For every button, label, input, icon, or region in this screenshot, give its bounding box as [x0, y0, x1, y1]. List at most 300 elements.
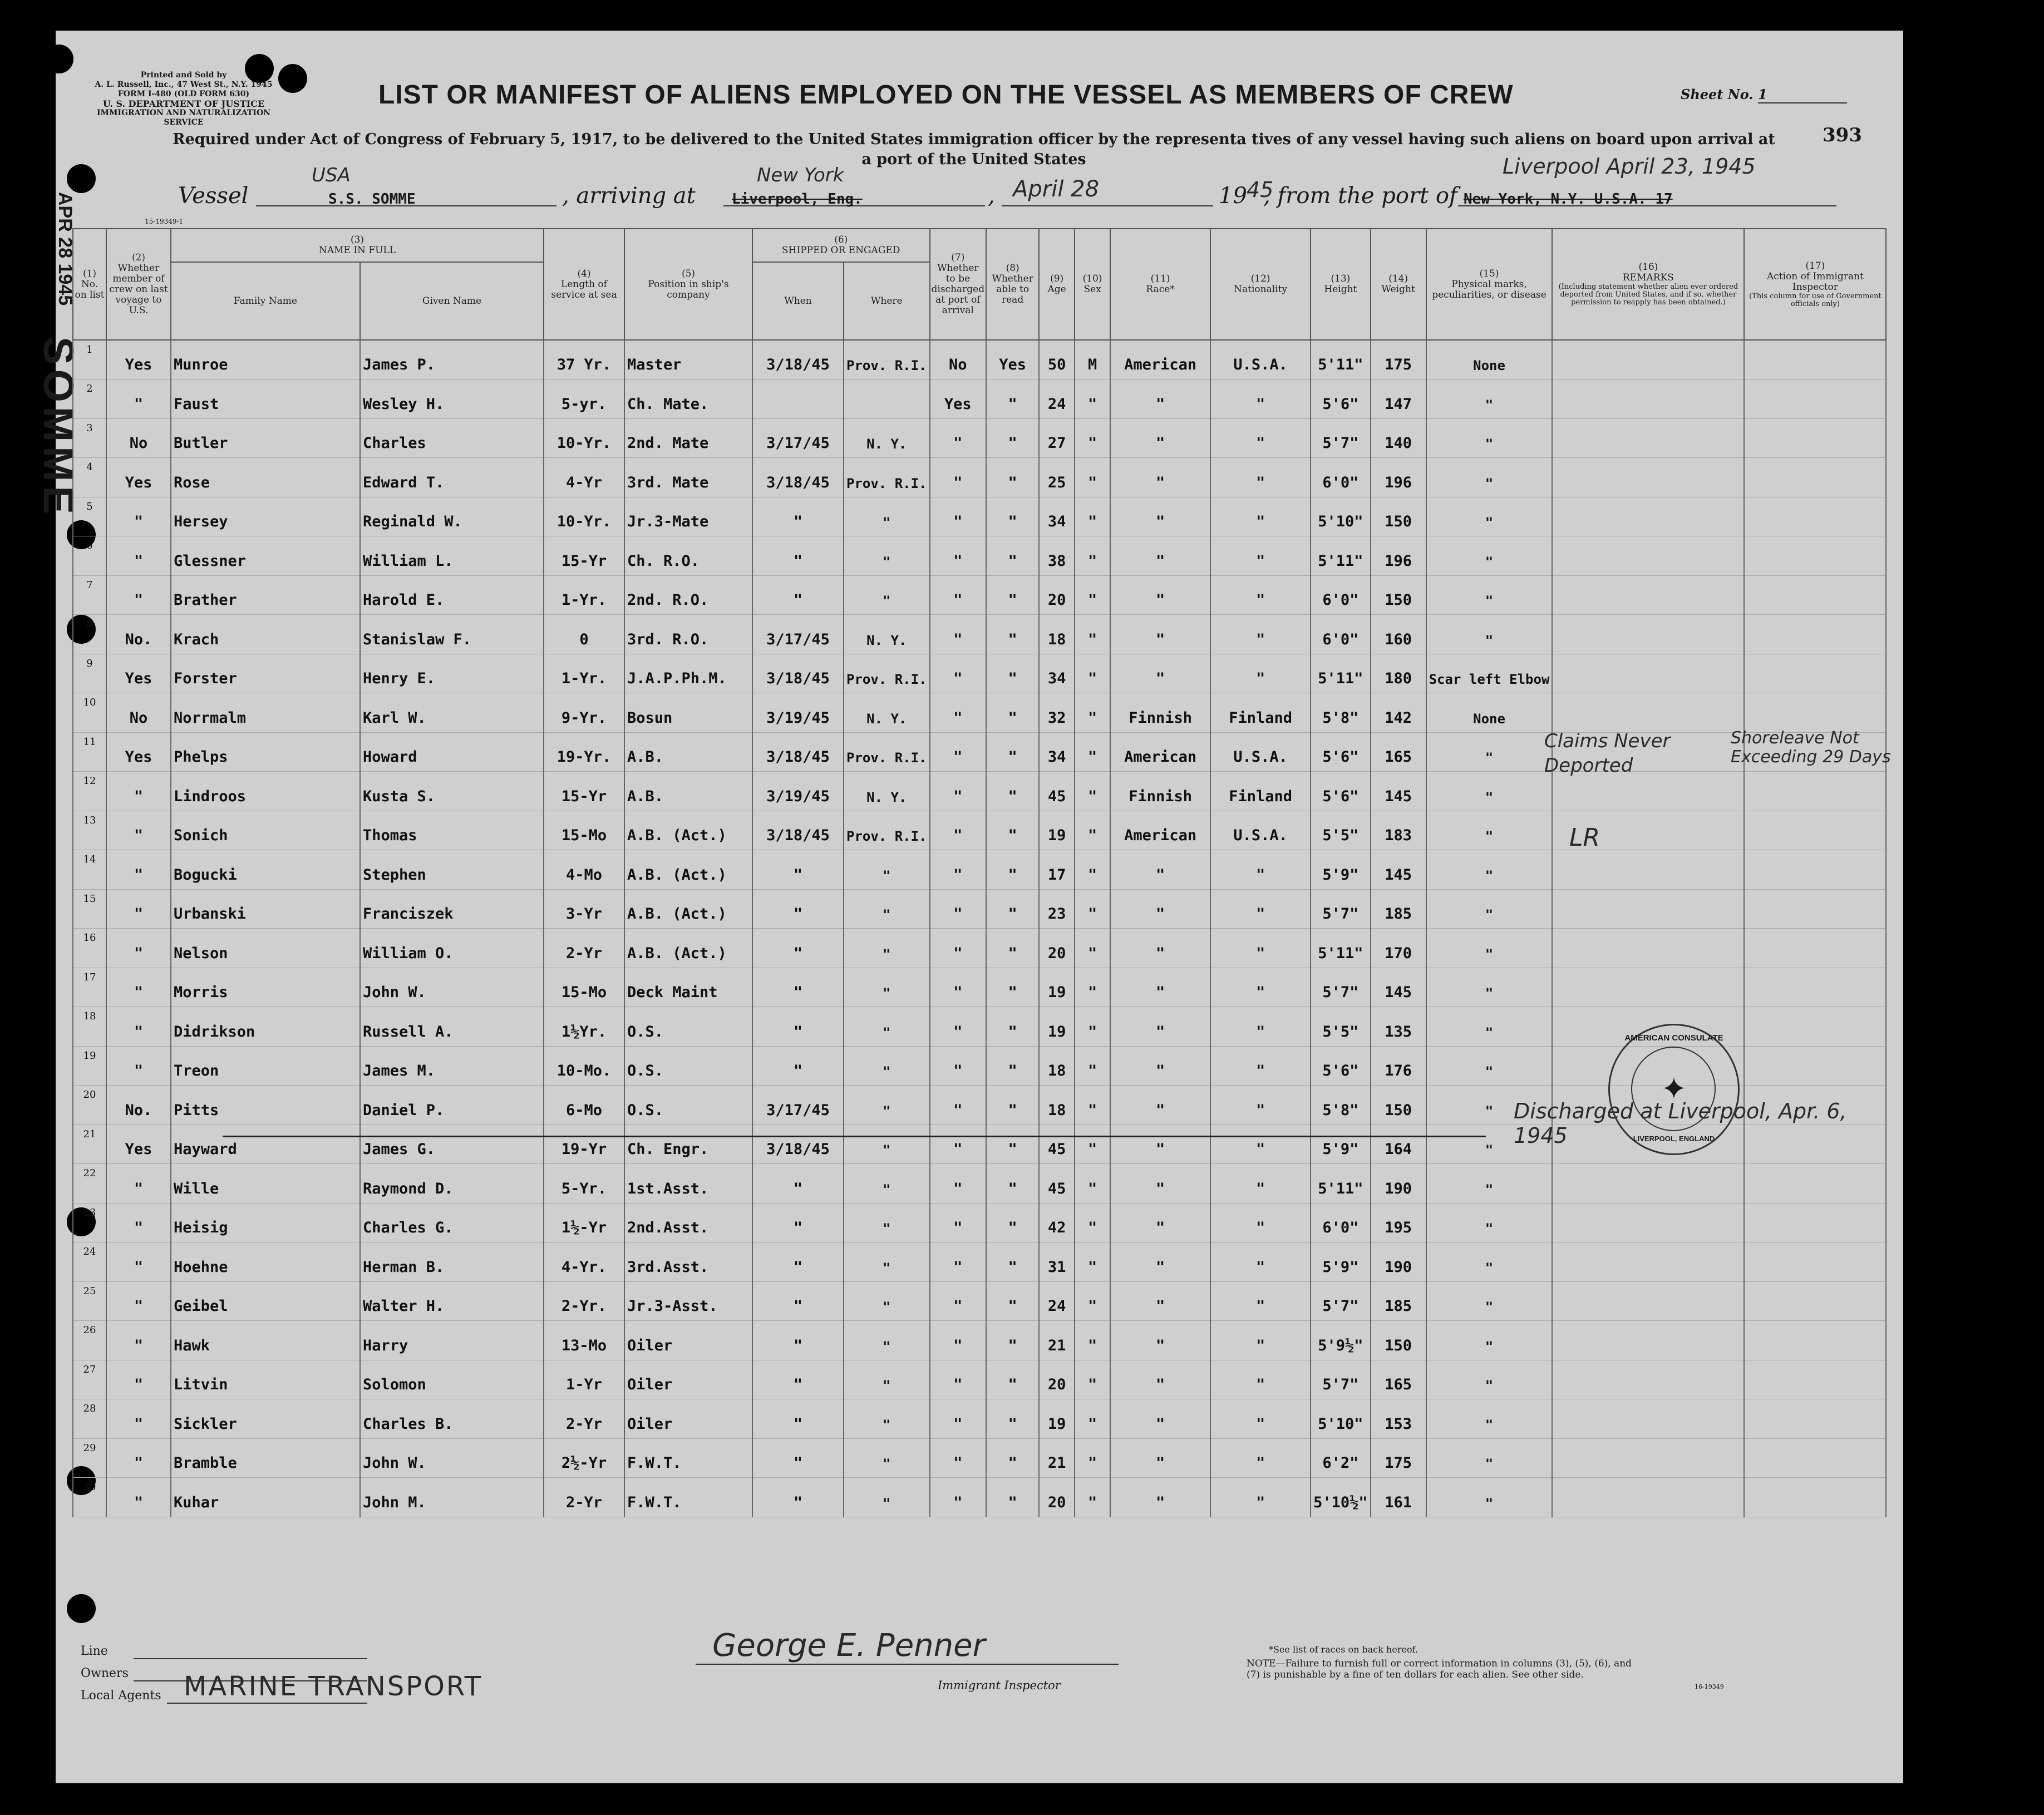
- able-to-read-cell: ": [986, 1321, 1039, 1360]
- row-number: 21: [73, 1124, 106, 1164]
- sex-cell: ": [1075, 889, 1110, 929]
- prev-voyage-cell: Yes: [106, 732, 171, 772]
- table-row: [73, 889, 1886, 929]
- discharge-cell: ": [930, 654, 987, 693]
- shipped-when-cell: [752, 379, 844, 419]
- side-stamp-date: APR 28 1945: [55, 192, 76, 306]
- remarks-cell: [1552, 1203, 1744, 1242]
- family-name-cell: Sonich: [171, 811, 360, 850]
- col-label: SHIPPED OR ENGAGED: [782, 245, 900, 256]
- table-row: [73, 379, 1886, 419]
- age-cell: 19: [1039, 1399, 1075, 1439]
- action-cell: [1744, 968, 1886, 1007]
- family-name-cell: Morris: [171, 968, 360, 1007]
- physical-marks-cell: ": [1426, 379, 1553, 419]
- position-cell: 2nd. R.O.: [624, 575, 752, 615]
- col-number: (10): [1082, 273, 1102, 284]
- printer-line: FORM I-480 (OLD FORM 630): [117, 90, 250, 98]
- sex-cell: ": [1075, 1399, 1110, 1439]
- able-to-read-cell: ": [986, 1203, 1039, 1242]
- sex-cell: ": [1075, 1046, 1110, 1086]
- year-prefix: 19: [1219, 183, 1247, 209]
- family-name-cell: Forster: [171, 654, 360, 693]
- vessel-label: Vessel: [178, 183, 249, 209]
- age-cell: 17: [1039, 850, 1075, 890]
- given-name-cell: William O.: [360, 929, 544, 968]
- col-header-read: [986, 229, 1039, 340]
- footer-line-label: Line: [81, 1644, 108, 1658]
- date-hand: April 28: [1013, 176, 1100, 202]
- table-row: [73, 1203, 1886, 1242]
- service-length-cell: 1-Yr.: [544, 654, 624, 693]
- weight-cell: 196: [1371, 458, 1426, 497]
- shipped-when-cell: ": [752, 889, 844, 929]
- subtitle: Required under Act of Congress of February 5, 1917, to be delivered to the United States immigration officer by the representa tives of any vessel having such aliens on board upon arrival at a port of the United States: [173, 131, 1775, 168]
- given-name-cell: James G.: [360, 1124, 544, 1164]
- sex-cell: M: [1075, 340, 1110, 379]
- prev-voyage-cell: ": [106, 1164, 171, 1204]
- printer-line: A. L. Russell, Inc., 47 West St., N.Y. 1945: [95, 80, 273, 89]
- height-cell: 5'6": [1311, 1046, 1371, 1086]
- col-number: (16): [1638, 262, 1658, 273]
- service-length-cell: 15-Mo: [544, 811, 624, 850]
- row-number: 23: [73, 1203, 106, 1242]
- position-cell: Oiler: [624, 1321, 752, 1360]
- physical-marks-cell: ": [1426, 929, 1553, 968]
- shipped-when-cell: ": [752, 929, 844, 968]
- weight-cell: 185: [1371, 889, 1426, 929]
- col-label: Race*: [1146, 284, 1175, 295]
- table-row: [73, 693, 1886, 733]
- race-cell: ": [1110, 536, 1210, 576]
- height-cell: 5'8": [1311, 693, 1371, 733]
- sex-cell: ": [1075, 968, 1110, 1007]
- col-label: Age: [1047, 284, 1066, 295]
- sex-cell: ": [1075, 929, 1110, 968]
- table-row: [73, 1164, 1886, 1204]
- discharge-cell: Yes: [930, 379, 987, 419]
- service-length-cell: 10-Yr.: [544, 497, 624, 536]
- col-header-marks: [1426, 229, 1553, 340]
- able-to-read-cell: ": [986, 1046, 1039, 1086]
- service-length-cell: 4-Mo: [544, 850, 624, 890]
- family-name-cell: Rose: [171, 458, 360, 497]
- family-name-cell: Norrmalm: [171, 693, 360, 733]
- action-cell: [1744, 458, 1886, 497]
- race-cell: ": [1110, 1478, 1210, 1517]
- shipped-where-cell: Prov. R.I.: [844, 811, 930, 850]
- shipped-when-cell: ": [752, 536, 844, 576]
- shipped-where-cell: [844, 379, 930, 419]
- family-name-cell: Wille: [171, 1164, 360, 1204]
- race-cell: ": [1110, 1438, 1210, 1478]
- able-to-read-cell: ": [986, 379, 1039, 419]
- row-number: 29: [73, 1438, 106, 1478]
- nationality-cell: ": [1210, 1086, 1311, 1125]
- position-cell: A.B. (Act.): [624, 850, 752, 890]
- family-name-cell: Litvin: [171, 1360, 360, 1399]
- shipped-where-cell: ": [844, 1360, 930, 1399]
- position-cell: A.B.: [624, 772, 752, 811]
- shipped-when-cell: 3/18/45: [752, 1124, 844, 1164]
- position-cell: 2nd.Asst.: [624, 1203, 752, 1242]
- given-name-cell: Karl W.: [360, 693, 544, 733]
- sex-cell: ": [1075, 458, 1110, 497]
- col-header-position: [624, 229, 752, 340]
- table-row: [73, 340, 1886, 379]
- nationality-cell: ": [1210, 379, 1311, 419]
- shipped-where-cell: ": [844, 1281, 930, 1321]
- given-name-cell: Raymond D.: [360, 1164, 544, 1204]
- service-length-cell: 15-Mo: [544, 968, 624, 1007]
- discharge-cell: ": [930, 732, 987, 772]
- col-header-discharge: [930, 229, 987, 340]
- position-cell: Oiler: [624, 1360, 752, 1399]
- discharge-cell: ": [930, 1124, 987, 1164]
- race-cell: ": [1110, 1124, 1210, 1164]
- table-row: [73, 575, 1886, 615]
- given-name-cell: Henry E.: [360, 654, 544, 693]
- able-to-read-cell: ": [986, 615, 1039, 654]
- given-name-cell: Solomon: [360, 1360, 544, 1399]
- remarks-cell: [1552, 1321, 1744, 1360]
- col-number: (9): [1050, 273, 1064, 284]
- weight-cell: 165: [1371, 732, 1426, 772]
- table-row: [73, 1321, 1886, 1360]
- col-label: Weight: [1381, 284, 1415, 295]
- remarks-cell: [1552, 536, 1744, 576]
- family-name-cell: Urbanski: [171, 889, 360, 929]
- action-cell: [1744, 418, 1886, 458]
- row-number: 8: [73, 615, 106, 654]
- position-cell: O.S.: [624, 1007, 752, 1047]
- shipped-when-cell: ": [752, 1321, 844, 1360]
- family-name-cell: Glessner: [171, 536, 360, 576]
- physical-marks-cell: ": [1426, 1007, 1553, 1047]
- col-header-shipped: [752, 229, 930, 262]
- family-name-cell: Hersey: [171, 497, 360, 536]
- col-header-list-no: [73, 229, 106, 340]
- family-name-cell: Sickler: [171, 1399, 360, 1439]
- weight-cell: 176: [1371, 1046, 1426, 1086]
- row-number: 20: [73, 1086, 106, 1125]
- col-number: (6): [834, 234, 848, 245]
- footer-agents-field: [167, 1703, 367, 1704]
- remarks-cell: [1552, 418, 1744, 458]
- action-shoreleave: Shoreleave Not Exceeding 29 Days: [1731, 728, 1891, 767]
- able-to-read-cell: ": [986, 1242, 1039, 1282]
- col-header-service: [544, 229, 624, 340]
- action-cell: [1744, 1281, 1886, 1321]
- action-cell: [1744, 1321, 1886, 1360]
- age-cell: 42: [1039, 1203, 1075, 1242]
- comma: ,: [988, 183, 995, 209]
- physical-marks-cell: ": [1426, 1046, 1553, 1086]
- shipped-when-cell: ": [752, 575, 844, 615]
- given-name-cell: Walter H.: [360, 1281, 544, 1321]
- nationality-cell: ": [1210, 1360, 1311, 1399]
- physical-marks-cell: ": [1426, 1399, 1553, 1439]
- race-cell: ": [1110, 379, 1210, 419]
- family-name-cell: Heisig: [171, 1203, 360, 1242]
- race-cell: ": [1110, 1321, 1210, 1360]
- weight-cell: 150: [1371, 575, 1426, 615]
- table-row: [73, 1281, 1886, 1321]
- remarks-cell: [1552, 1164, 1744, 1204]
- physical-marks-cell: ": [1426, 575, 1553, 615]
- service-length-cell: 6-Mo: [544, 1086, 624, 1125]
- age-cell: 24: [1039, 379, 1075, 419]
- nationality-cell: ": [1210, 654, 1311, 693]
- family-name-cell: Geibel: [171, 1281, 360, 1321]
- weight-cell: 153: [1371, 1399, 1426, 1439]
- nationality-cell: ": [1210, 1321, 1311, 1360]
- col-label: Nationality: [1234, 284, 1288, 295]
- race-cell: American: [1110, 732, 1210, 772]
- shipped-when-cell: ": [752, 497, 844, 536]
- sex-cell: ": [1075, 418, 1110, 458]
- from-typed: New York, N.Y. U.S.A. 17: [1464, 191, 1673, 208]
- shipped-when-cell: 3/17/45: [752, 418, 844, 458]
- sex-cell: ": [1075, 379, 1110, 419]
- remark-claims-never-deported: Claims Never Deported: [1544, 730, 1671, 777]
- row-number: 17: [73, 968, 106, 1007]
- action-cell: [1744, 536, 1886, 576]
- height-cell: 5'9½": [1311, 1321, 1371, 1360]
- position-cell: A.B. (Act.): [624, 811, 752, 850]
- discharge-cell: ": [930, 1203, 987, 1242]
- age-cell: 19: [1039, 1007, 1075, 1047]
- height-cell: 5'7": [1311, 1281, 1371, 1321]
- weight-cell: 180: [1371, 654, 1426, 693]
- race-cell: ": [1110, 1164, 1210, 1204]
- col-number: (11): [1150, 273, 1170, 284]
- shipped-where-cell: N. Y.: [844, 418, 930, 458]
- nationality-cell: ": [1210, 536, 1311, 576]
- table-row: [73, 1360, 1886, 1399]
- service-length-cell: 4-Yr: [544, 458, 624, 497]
- position-cell: Deck Maint: [624, 968, 752, 1007]
- sex-cell: ": [1075, 1281, 1110, 1321]
- shipped-where-cell: ": [844, 575, 930, 615]
- position-cell: F.W.T.: [624, 1478, 752, 1517]
- family-name-cell: Faust: [171, 379, 360, 419]
- inspector-label: Immigrant Inspector: [938, 1679, 1061, 1692]
- prev-voyage-cell: No.: [106, 615, 171, 654]
- col-header-prev-voyage: [106, 229, 171, 340]
- nationality-cell: U.S.A.: [1210, 811, 1311, 850]
- given-name-cell: Harold E.: [360, 575, 544, 615]
- seal-top-text: AMERICAN CONSULATE: [1624, 1033, 1723, 1043]
- action-cell: [1744, 1046, 1886, 1086]
- service-length-cell: 3-Yr: [544, 889, 624, 929]
- nationality-cell: ": [1210, 929, 1311, 968]
- row-number: 5: [73, 497, 106, 536]
- sheet-number: [1681, 86, 1847, 103]
- punch-hole: [67, 1594, 96, 1623]
- table-row: [73, 850, 1886, 890]
- physical-marks-cell: ": [1426, 1478, 1553, 1517]
- col-header-sex: [1075, 229, 1110, 340]
- age-cell: 45: [1039, 1124, 1075, 1164]
- able-to-read-cell: ": [986, 968, 1039, 1007]
- prev-voyage-cell: ": [106, 1007, 171, 1047]
- race-cell: Finnish: [1110, 693, 1210, 733]
- given-name-cell: John M.: [360, 1478, 544, 1517]
- given-name-cell: Daniel P.: [360, 1086, 544, 1125]
- nationality-cell: ": [1210, 1007, 1311, 1047]
- row-number: 16: [73, 929, 106, 968]
- race-cell: ": [1110, 889, 1210, 929]
- table-row: [73, 615, 1886, 654]
- table-row: [73, 458, 1886, 497]
- prev-voyage-cell: No.: [106, 1086, 171, 1125]
- race-cell: ": [1110, 929, 1210, 968]
- weight-cell: 135: [1371, 1007, 1426, 1047]
- given-name-cell: Franciszek: [360, 889, 544, 929]
- able-to-read-cell: ": [986, 418, 1039, 458]
- given-name-cell: Stanislaw F.: [360, 615, 544, 654]
- height-cell: 5'10½": [1311, 1478, 1371, 1517]
- service-length-cell: 10-Mo.: [544, 1046, 624, 1086]
- race-cell: ": [1110, 1046, 1210, 1086]
- weight-cell: 160: [1371, 615, 1426, 654]
- remark-initials: LR: [1569, 823, 1600, 852]
- position-cell: Ch. Engr.: [624, 1124, 752, 1164]
- physical-marks-cell: ": [1426, 418, 1553, 458]
- page-number: 393: [1823, 124, 1862, 146]
- col-number: (4): [577, 268, 591, 279]
- prev-voyage-cell: ": [106, 1321, 171, 1360]
- year-hand: 45: [1247, 177, 1274, 202]
- crew-rows: [73, 340, 1886, 1517]
- service-length-cell: 2½-Yr: [544, 1438, 624, 1478]
- age-cell: 31: [1039, 1242, 1075, 1282]
- action-cell: [1744, 654, 1886, 693]
- footer-note-races: *See list of races on back hereof.: [1269, 1644, 1419, 1655]
- weight-cell: 195: [1371, 1203, 1426, 1242]
- service-length-cell: 19-Yr.: [544, 732, 624, 772]
- weight-cell: 145: [1371, 968, 1426, 1007]
- race-cell: ": [1110, 1086, 1210, 1125]
- race-cell: ": [1110, 968, 1210, 1007]
- given-name-cell: Wesley H.: [360, 379, 544, 419]
- footer-agents-value: MARINE TRANSPORT: [184, 1671, 483, 1702]
- race-cell: ": [1110, 1203, 1210, 1242]
- col-sublabel: (This column for use of Government officials only): [1749, 292, 1882, 308]
- col-number: (17): [1805, 260, 1825, 272]
- position-cell: O.S.: [624, 1046, 752, 1086]
- row-number: 18: [73, 1007, 106, 1047]
- col-number: (5): [681, 268, 696, 279]
- position-cell: A.B. (Act.): [624, 929, 752, 968]
- able-to-read-cell: ": [986, 575, 1039, 615]
- nationality-cell: ": [1210, 615, 1311, 654]
- age-cell: 20: [1039, 929, 1075, 968]
- remarks-cell: [1552, 1242, 1744, 1282]
- age-cell: 18: [1039, 615, 1075, 654]
- service-length-cell: 5-yr.: [544, 379, 624, 419]
- age-cell: 34: [1039, 497, 1075, 536]
- row-number: 11: [73, 732, 106, 772]
- position-cell: Bosun: [624, 693, 752, 733]
- able-to-read-cell: ": [986, 1007, 1039, 1047]
- table-row: [73, 654, 1886, 693]
- weight-cell: 183: [1371, 811, 1426, 850]
- col-header-age: [1039, 229, 1075, 340]
- col-label: Length of service at sea: [551, 278, 617, 300]
- able-to-read-cell: ": [986, 1086, 1039, 1125]
- manifest-sheet: [35, 31, 1903, 1783]
- vessel-line: [178, 154, 1820, 209]
- sex-cell: ": [1075, 1242, 1110, 1282]
- printer-info: [89, 71, 278, 127]
- shipped-where-cell: ": [844, 1046, 930, 1086]
- sex-cell: ": [1075, 1086, 1110, 1125]
- row-number: 1: [73, 340, 106, 379]
- table-row: [73, 1242, 1886, 1282]
- height-cell: 5'11": [1311, 929, 1371, 968]
- remarks-cell: [1552, 693, 1744, 733]
- age-cell: 25: [1039, 458, 1075, 497]
- action-cell: [1744, 615, 1886, 654]
- nationality-cell: ": [1210, 1281, 1311, 1321]
- able-to-read-cell: ": [986, 1438, 1039, 1478]
- remarks-cell: [1552, 575, 1744, 615]
- family-name-cell: Kuhar: [171, 1478, 360, 1517]
- given-name-cell: Harry: [360, 1321, 544, 1360]
- shipped-where-cell: ": [844, 1438, 930, 1478]
- col-label: NAME IN FULL: [318, 245, 396, 256]
- table-row: [73, 1438, 1886, 1478]
- col-number: (7): [951, 252, 965, 263]
- prev-voyage-cell: Yes: [106, 1124, 171, 1164]
- nationality-cell: ": [1210, 1046, 1311, 1086]
- col-header-where: Where: [844, 262, 930, 340]
- service-length-cell: 5-Yr.: [544, 1164, 624, 1204]
- shipped-where-cell: ": [844, 929, 930, 968]
- prev-voyage-cell: ": [106, 497, 171, 536]
- family-name-cell: Lindroos: [171, 772, 360, 811]
- prev-voyage-cell: No: [106, 418, 171, 458]
- sex-cell: ": [1075, 1321, 1110, 1360]
- table-row: [73, 497, 1886, 536]
- able-to-read-cell: ": [986, 654, 1039, 693]
- row-number: 15: [73, 889, 106, 929]
- col-label: No. on list: [75, 278, 105, 300]
- physical-marks-cell: ": [1426, 1438, 1553, 1478]
- age-cell: 18: [1039, 1086, 1075, 1125]
- discharge-cell: ": [930, 1360, 987, 1399]
- family-name-cell: Hawk: [171, 1321, 360, 1360]
- able-to-read-cell: Yes: [986, 340, 1039, 379]
- physical-marks-cell: ": [1426, 1360, 1553, 1399]
- vessel-hand: USA: [312, 164, 351, 186]
- physical-marks-cell: Scar left Elbow: [1426, 654, 1553, 693]
- footer-agents-label: Local Agents: [81, 1689, 161, 1703]
- shipped-where-cell: ": [844, 1242, 930, 1282]
- service-length-cell: 2-Yr: [544, 1478, 624, 1517]
- age-cell: 18: [1039, 1046, 1075, 1086]
- discharge-cell: ": [930, 811, 987, 850]
- physical-marks-cell: ": [1426, 536, 1553, 576]
- shipped-where-cell: ": [844, 497, 930, 536]
- shipped-when-cell: 3/17/45: [752, 1086, 844, 1125]
- weight-cell: 161: [1371, 1478, 1426, 1517]
- shipped-where-cell: N. Y.: [844, 772, 930, 811]
- action-cell: [1744, 1203, 1886, 1242]
- service-length-cell: 13-Mo: [544, 1321, 624, 1360]
